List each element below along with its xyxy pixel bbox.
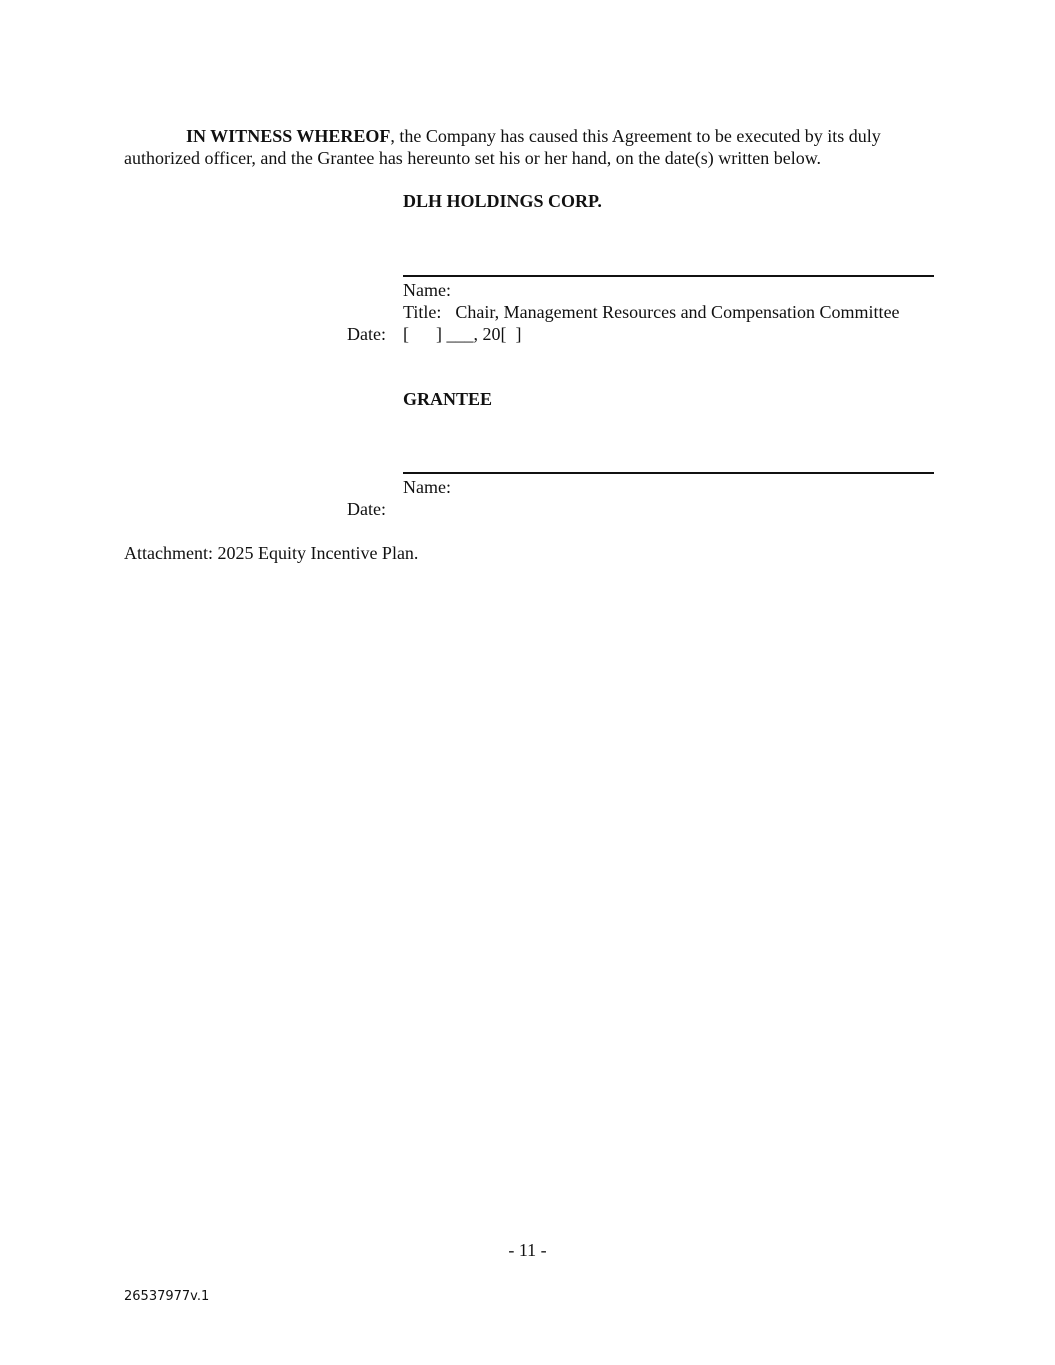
- company-title-row: [403, 301, 900, 323]
- page-number: - 11 -: [508, 1240, 547, 1260]
- witness-line-2: authorized officer, and the Grantee has hereunto set his or her hand, on the date(s) written below.: [124, 148, 822, 168]
- witness-line-1-text: , the Company has caused this Agreement to be executed by its duly: [390, 126, 881, 146]
- company-date-value: [ ] ___, 20[ ]: [403, 324, 522, 344]
- witness-lead: IN WITNESS WHEREOF: [186, 126, 391, 146]
- company-date-label: Date:: [347, 324, 386, 344]
- company-title-value: Chair, Management Resources and Compensation Committee: [455, 302, 900, 322]
- attachment-note: Attachment: 2025 Equity Incentive Plan.: [124, 543, 419, 563]
- grantee-date-label: Date:: [347, 499, 386, 519]
- grantee-heading: GRANTEE: [403, 389, 493, 409]
- company-name-label: Name:: [403, 280, 451, 300]
- witness-paragraph: [124, 125, 932, 169]
- grantee-signature-line[interactable]: [403, 472, 934, 474]
- company-signature-line[interactable]: [403, 275, 934, 277]
- grantee-name-label: Name:: [403, 477, 451, 497]
- document-id: 26537977v.1: [124, 1289, 210, 1304]
- company-title-label: Title:: [403, 302, 442, 322]
- company-heading: DLH HOLDINGS CORP.: [403, 191, 602, 211]
- witness-line-1: [124, 125, 932, 147]
